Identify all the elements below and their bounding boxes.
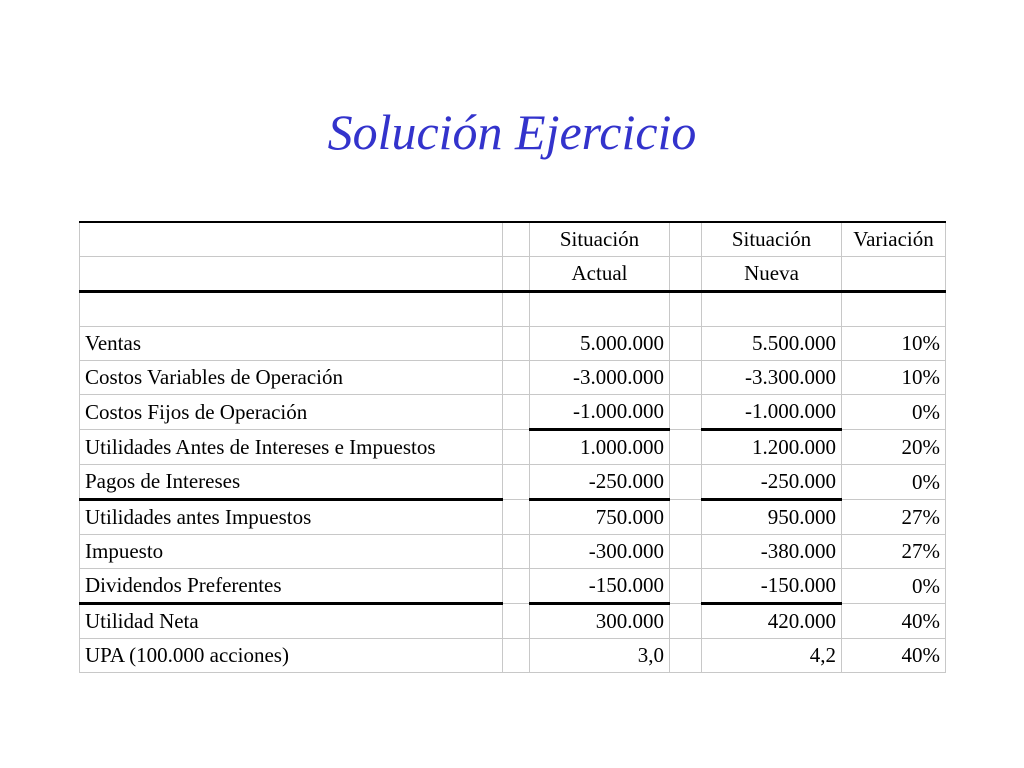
header-actual-sub: Actual [530,257,670,292]
row-label: Pagos de Intereses [80,465,503,500]
value-actual: 1.000.000 [530,430,670,465]
value-variacion: 40% [842,639,946,673]
blank-row [80,292,946,327]
row-label: Utilidad Neta [80,604,503,639]
row-label: Utilidades Antes de Intereses e Impuestos [80,430,503,465]
header-row-2 [80,257,946,292]
row-label: Utilidades antes Impuestos [80,500,503,535]
financial-table [79,221,946,673]
value-nueva: -250.000 [702,465,842,500]
table-row [80,500,946,535]
table-row [80,535,946,569]
row-label: Ventas [80,327,503,361]
value-nueva: -150.000 [702,569,842,604]
table-row [80,361,946,395]
value-actual: 5.000.000 [530,327,670,361]
value-nueva: 4,2 [702,639,842,673]
value-actual: 3,0 [530,639,670,673]
value-variacion: 10% [842,361,946,395]
row-label: UPA (100.000 acciones) [80,639,503,673]
table-row [80,430,946,465]
row-label: Costos Variables de Operación [80,361,503,395]
header-nueva-sub: Nueva [702,257,842,292]
value-actual: -3.000.000 [530,361,670,395]
value-variacion: 0% [842,395,946,430]
value-actual: 750.000 [530,500,670,535]
value-variacion: 20% [842,430,946,465]
header-label-cell [80,257,503,292]
slide-title: Solución Ejercicio [327,104,697,160]
header-variacion: Variación [842,222,946,257]
value-nueva: 1.200.000 [702,430,842,465]
row-label: Costos Fijos de Operación [80,395,503,430]
value-nueva: 950.000 [702,500,842,535]
value-nueva: -380.000 [702,535,842,569]
table-row [80,327,946,361]
value-actual: -250.000 [530,465,670,500]
value-variacion: 0% [842,569,946,604]
header-row-1 [80,222,946,257]
value-variacion: 27% [842,535,946,569]
value-actual: -1.000.000 [530,395,670,430]
table-row [80,604,946,639]
header-nueva: Situación [702,222,842,257]
header-label-cell [80,222,503,257]
value-variacion: 27% [842,500,946,535]
value-variacion: 10% [842,327,946,361]
table-row [80,639,946,673]
header-variacion-sub [842,257,946,292]
spacer-cell [503,257,530,292]
header-actual: Situación [530,222,670,257]
table-row [80,465,946,500]
value-nueva: 420.000 [702,604,842,639]
value-variacion: 40% [842,604,946,639]
table-row [80,569,946,604]
value-variacion: 0% [842,465,946,500]
value-nueva: -3.300.000 [702,361,842,395]
value-actual: -300.000 [530,535,670,569]
row-label: Impuesto [80,535,503,569]
spacer-cell [670,222,702,257]
value-nueva: -1.000.000 [702,395,842,430]
value-actual: -150.000 [530,569,670,604]
spacer-cell [503,222,530,257]
spacer-cell [670,257,702,292]
value-actual: 300.000 [530,604,670,639]
row-label: Dividendos Preferentes [80,569,503,604]
value-nueva: 5.500.000 [702,327,842,361]
table-row [80,395,946,430]
